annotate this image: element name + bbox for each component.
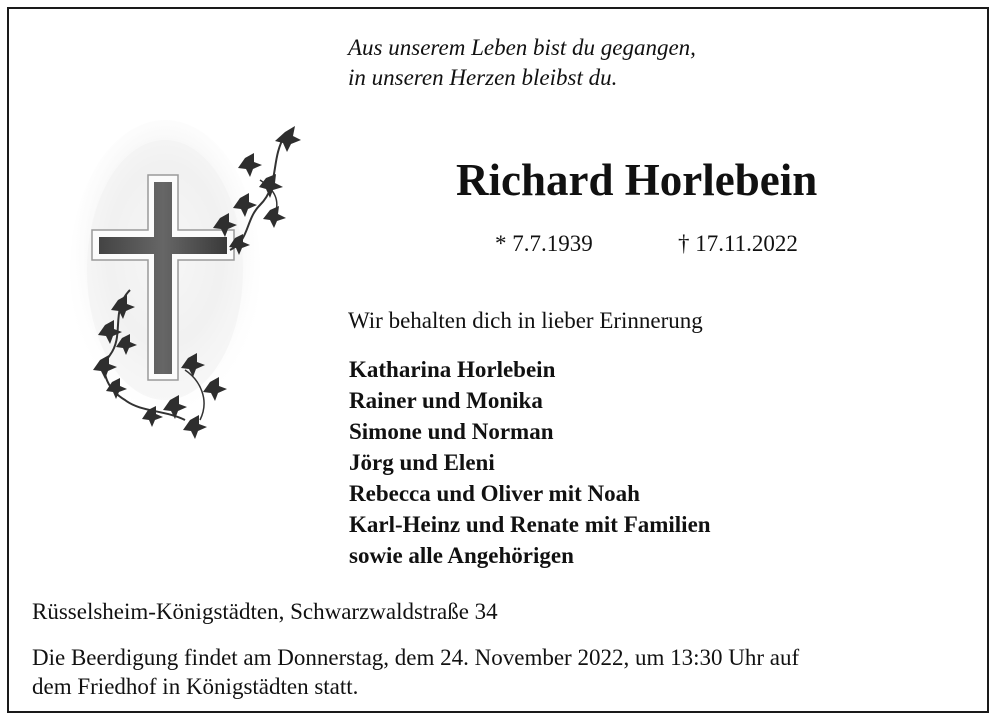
mourners-list [349,354,711,571]
mourner-line: Rainer und Monika [349,388,543,413]
mourner-line: sowie alle Angehörigen [349,543,574,568]
funeral-notice [32,643,799,701]
motto-line-1: Aus unserem Leben bist du gegangen, [348,35,696,60]
motto-verse [348,33,696,93]
mourner-line: Jörg und Eleni [349,450,495,475]
death-date: † 17.11.2022 [678,231,798,256]
remembrance-text: Wir behalten dich in lieber Erinnerung [348,308,703,333]
mourner-line: Simone und Norman [349,419,554,444]
funeral-line-2: dem Friedhof in Königstädten statt. [32,674,359,699]
mourner-line: Rebecca und Oliver mit Noah [349,481,640,506]
cross-with-ivy-icon [70,120,310,450]
mourner-line: Katharina Horlebein [349,357,556,382]
deceased-name: Richard Horlebein [456,155,818,205]
funeral-line-1: Die Beerdigung findet am Donnerstag, dem 24. November 2022, um 13:30 Uhr auf [32,645,800,670]
mourner-line: Karl-Heinz und Renate mit Familien [349,512,711,537]
birth-date: * 7.7.1939 [495,231,593,256]
motto-line-2: in unseren Herzen bleibst du. [348,65,618,90]
address-line: Rüsselsheim-Königstädten, Schwarzwaldstraße 34 [32,599,498,624]
